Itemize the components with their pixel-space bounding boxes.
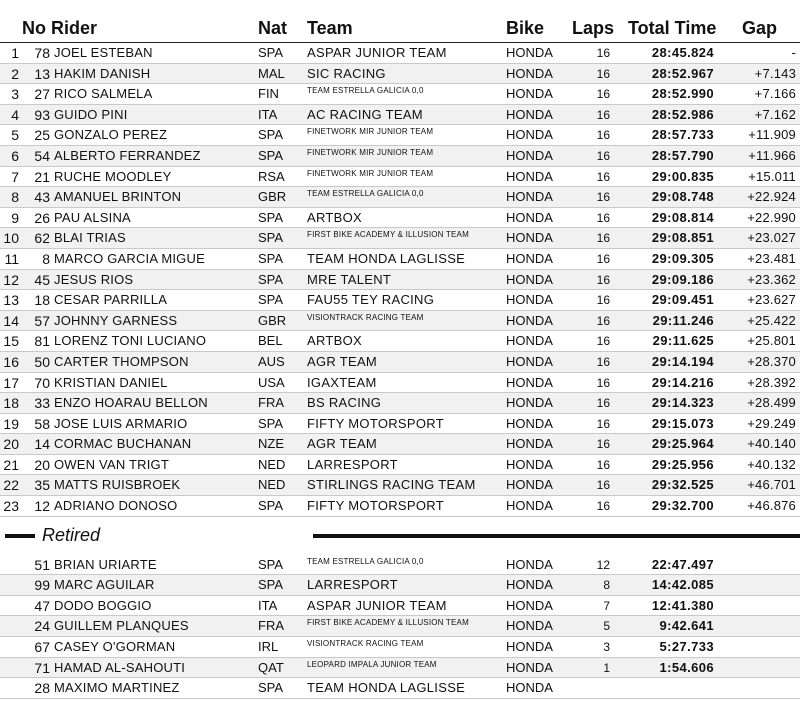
nationality: SPA (258, 209, 284, 225)
bike-make: HONDA (506, 556, 553, 572)
rider-name: AMANUEL BRINTON (54, 189, 182, 205)
total-time: 29:15.073 (651, 415, 714, 431)
result-row (0, 105, 800, 126)
rider-number: 35 (34, 477, 50, 494)
total-time: 29:25.956 (651, 456, 714, 472)
total-time: 29:14.194 (651, 353, 714, 369)
gap-value: +40.140 (747, 436, 796, 452)
rider-number: 54 (34, 147, 50, 164)
total-time: 29:09.305 (651, 250, 714, 266)
laps-count: 16 (596, 375, 610, 390)
team-name: FIRST BIKE ACADEMY & ILLUSION TEAM (307, 618, 469, 628)
rider-number: 99 (34, 577, 50, 594)
header-nat: Nat (258, 18, 288, 38)
result-row (0, 167, 800, 188)
rider-number: 24 (34, 618, 50, 635)
team-name: FINETWORK MIR JUNIOR TEAM (307, 168, 434, 178)
rider-number: 8 (42, 250, 50, 267)
laps-count: 16 (596, 354, 610, 369)
bike-make: HONDA (506, 456, 553, 472)
bike-make: HONDA (506, 127, 553, 143)
position: 4 (11, 106, 19, 123)
result-row (0, 475, 800, 496)
nationality: IRL (258, 639, 279, 655)
team-name: STIRLINGS RACING TEAM (307, 477, 476, 493)
rider-name: MATTS RUISBROEK (54, 477, 181, 493)
result-row (0, 658, 800, 679)
rider-number: 21 (34, 168, 50, 185)
team-name: ASPAR JUNIOR TEAM (307, 597, 447, 613)
gap-value: +15.011 (748, 168, 796, 184)
rider-name: RUCHE MOODLEY (54, 168, 172, 184)
header-no-rider: No Rider (22, 18, 98, 38)
rider-number: 70 (34, 374, 50, 391)
team-name: AC RACING TEAM (307, 106, 423, 122)
rider-name: JOEL ESTEBAN (54, 45, 153, 60)
rider-name: CASEY O'GORMAN (54, 639, 176, 655)
team-name: FINETWORK MIR JUNIOR TEAM (307, 147, 434, 157)
total-time: 22:47.497 (651, 556, 714, 572)
bike-make: HONDA (506, 312, 553, 328)
rider-number: 14 (34, 436, 50, 453)
bike-make: HONDA (506, 597, 553, 613)
bike-make: HONDA (506, 353, 553, 369)
total-time: 29:09.451 (651, 292, 714, 308)
bike-make: HONDA (506, 209, 553, 225)
laps-count: 1 (603, 660, 610, 675)
total-time: 29:08.748 (651, 189, 714, 205)
rider-number: 47 (34, 597, 50, 614)
nationality: SPA (258, 230, 284, 246)
result-row (0, 125, 800, 146)
bike-make: HONDA (506, 577, 553, 593)
position: 23 (3, 498, 19, 515)
position: 8 (11, 189, 19, 206)
rider-name: MAXIMO MARTINEZ (54, 680, 180, 696)
team-name: MRE TALENT (307, 271, 392, 287)
gap-value: +28.499 (747, 395, 796, 411)
position: 18 (3, 395, 19, 412)
rider-name: JOHNNY GARNESS (54, 312, 178, 328)
retired-bar-left (5, 534, 35, 538)
nationality: ITA (258, 106, 278, 122)
total-time: 29:25.964 (651, 436, 714, 452)
nationality: QAT (258, 659, 284, 675)
total-time: 29:08.814 (651, 209, 714, 225)
rider-number: 20 (34, 456, 50, 473)
rider-name: HAMAD AL-SAHOUTI (54, 659, 186, 675)
result-row (0, 43, 800, 64)
rider-name: RICO SALMELA (54, 86, 153, 102)
result-row (0, 64, 800, 85)
result-row (0, 187, 800, 208)
nationality: ITA (258, 597, 278, 613)
nationality: NED (258, 456, 286, 472)
gap-value: +23.481 (747, 250, 796, 266)
rider-name: JESUS RIOS (54, 271, 134, 287)
rider-name: ALBERTO FERRANDEZ (54, 147, 201, 163)
gap-value: +23.027 (747, 230, 796, 246)
team-name: ASPAR JUNIOR TEAM (307, 45, 447, 60)
result-row (0, 270, 800, 291)
result-row (0, 208, 800, 229)
rider-name: JOSE LUIS ARMARIO (54, 415, 188, 431)
total-time: 14:42.085 (651, 577, 714, 593)
laps-count: 8 (603, 578, 610, 593)
nationality: RSA (258, 168, 285, 184)
total-time: 29:14.216 (651, 374, 714, 390)
position: 17 (3, 374, 19, 391)
bike-make: HONDA (506, 147, 553, 163)
retired-bar-right (313, 534, 800, 538)
total-time: 1:54.606 (659, 659, 714, 675)
laps-count: 16 (596, 251, 610, 266)
rider-number: 58 (34, 415, 50, 432)
nationality: GBR (258, 312, 287, 328)
rider-name: LORENZ TONI LUCIANO (54, 333, 207, 349)
rider-number: 27 (34, 86, 50, 103)
total-time: 29:08.851 (651, 230, 714, 246)
position: 22 (3, 477, 19, 494)
laps-count: 16 (596, 169, 610, 184)
rider-name: ENZO HOARAU BELLON (54, 395, 208, 411)
rider-number: 43 (34, 189, 50, 206)
laps-count: 16 (596, 66, 610, 81)
gap-value: - (791, 45, 796, 60)
rider-number: 62 (34, 230, 50, 247)
rider-number: 93 (34, 106, 50, 123)
rider-name: BLAI TRIAS (54, 230, 126, 246)
retired-section (0, 555, 800, 699)
bike-make: HONDA (506, 639, 553, 655)
rider-number: 50 (34, 353, 50, 370)
laps-count: 16 (596, 46, 610, 60)
position: 3 (11, 86, 19, 103)
position: 10 (3, 230, 19, 247)
rider-number: 18 (34, 292, 50, 309)
gap-value: +11.966 (748, 147, 796, 163)
bike-make: HONDA (506, 86, 553, 102)
result-row (0, 290, 800, 311)
rider-name: ADRIANO DONOSO (54, 498, 178, 514)
rider-number: 12 (34, 498, 50, 515)
bike-make: HONDA (506, 498, 553, 514)
nationality: SPA (258, 577, 284, 593)
nationality: BEL (258, 333, 283, 349)
total-time: 29:32.700 (651, 498, 714, 514)
laps-count: 5 (603, 619, 610, 634)
laps-count: 16 (596, 190, 610, 205)
total-time: 9:42.641 (659, 618, 714, 634)
gap-value: +23.362 (747, 271, 796, 287)
gap-value: +22.924 (747, 189, 796, 205)
team-name: LEOPARD IMPALA JUNIOR TEAM (307, 659, 437, 669)
header-laps: Laps (572, 18, 615, 38)
laps-count: 16 (596, 128, 610, 143)
position: 19 (3, 415, 19, 432)
header-team: Team (307, 18, 353, 38)
team-name: BS RACING (307, 395, 382, 411)
rider-number: 67 (34, 639, 50, 656)
rider-name: DODO BOGGIO (54, 597, 152, 613)
position: 21 (3, 456, 19, 473)
nationality: FRA (258, 395, 284, 411)
result-row (0, 596, 800, 617)
team-name: AGR TEAM (307, 436, 378, 452)
result-row (0, 311, 800, 332)
position: 5 (11, 127, 19, 144)
rider-number: 28 (34, 680, 50, 697)
bike-make: HONDA (506, 292, 553, 308)
position: 20 (3, 436, 19, 453)
gap-value: +7.162 (754, 106, 796, 122)
laps-count: 16 (596, 396, 610, 411)
total-time: 29:14.323 (651, 395, 714, 411)
gap-value: +23.627 (747, 292, 796, 308)
bike-make: HONDA (506, 271, 553, 287)
rider-number: 78 (34, 45, 50, 61)
bike-make: HONDA (506, 374, 553, 390)
nationality: NED (258, 477, 286, 493)
laps-count: 16 (596, 478, 610, 493)
rider-number: 71 (34, 659, 50, 676)
laps-count: 16 (596, 148, 610, 163)
header-total-time: Total Time (628, 18, 717, 38)
result-row (0, 228, 800, 249)
gap-value: +28.370 (747, 353, 796, 369)
position: 16 (3, 353, 19, 370)
total-time: 28:52.967 (651, 65, 714, 81)
team-name: FAU55 TEY RACING (307, 292, 435, 308)
team-name: ARTBOX (307, 209, 363, 225)
result-row (0, 637, 800, 658)
position: 7 (11, 168, 19, 185)
team-name: LARRESPORT (307, 577, 398, 593)
bike-make: HONDA (506, 230, 553, 246)
total-time: 29:09.186 (651, 271, 714, 287)
laps-count: 16 (596, 313, 610, 328)
total-time: 29:32.525 (651, 477, 714, 493)
result-row (0, 414, 800, 435)
rider-name: CESAR PARRILLA (54, 292, 168, 308)
team-name: SIC RACING (307, 65, 386, 81)
gap-value: +22.990 (747, 209, 796, 225)
team-name: AGR TEAM (307, 353, 378, 369)
result-row (0, 496, 800, 517)
laps-count: 16 (596, 87, 610, 102)
laps-count: 16 (596, 334, 610, 349)
gap-value: +46.876 (747, 498, 796, 514)
total-time: 29:11.246 (652, 312, 714, 328)
team-name: FIFTY MOTORSPORT (307, 415, 444, 431)
team-name: TEAM ESTRELLA GALICIA 0,0 (307, 86, 424, 96)
laps-count: 16 (596, 457, 610, 472)
gap-value: +7.166 (754, 86, 796, 102)
gap-value: +25.422 (747, 312, 796, 328)
bike-make: HONDA (506, 250, 553, 266)
bike-make: HONDA (506, 415, 553, 431)
nationality: SPA (258, 45, 284, 60)
gap-value: +7.143 (754, 65, 796, 81)
result-row (0, 555, 800, 576)
bike-make: HONDA (506, 395, 553, 411)
bike-make: HONDA (506, 106, 553, 122)
laps-count: 3 (603, 640, 610, 655)
rider-number: 13 (34, 65, 50, 82)
nationality: SPA (258, 556, 284, 572)
rider-name: KRISTIAN DANIEL (54, 374, 168, 390)
rider-number: 57 (34, 312, 50, 329)
result-row (0, 678, 800, 699)
team-name: TEAM ESTRELLA GALICIA 0,0 (307, 189, 424, 199)
nationality: SPA (258, 127, 284, 143)
total-time: 29:11.625 (652, 333, 714, 349)
result-row (0, 434, 800, 455)
laps-count: 7 (603, 598, 610, 613)
results-table (0, 43, 800, 699)
rider-name: HAKIM DANISH (54, 65, 151, 81)
laps-count: 16 (596, 293, 610, 308)
classified-section (0, 43, 800, 517)
team-name: LARRESPORT (307, 456, 398, 472)
result-row (0, 84, 800, 105)
result-row (0, 575, 800, 596)
team-name: TEAM ESTRELLA GALICIA 0,0 (307, 556, 424, 566)
laps-count: 16 (596, 210, 610, 225)
total-time: 28:52.986 (651, 106, 714, 122)
header-gap: Gap (742, 18, 778, 38)
rider-name: MARCO GARCIA MIGUE (54, 250, 205, 266)
team-name: FIFTY MOTORSPORT (307, 498, 444, 514)
gap-value: +46.701 (747, 477, 796, 493)
nationality: NZE (258, 436, 284, 452)
position: 11 (4, 250, 19, 267)
nationality: FRA (258, 618, 284, 634)
bike-make: HONDA (506, 333, 553, 349)
result-row (0, 455, 800, 476)
bike-make: HONDA (506, 680, 553, 696)
nationality: SPA (258, 250, 284, 266)
bike-make: HONDA (506, 168, 553, 184)
rider-number: 26 (34, 209, 50, 226)
gap-value: +25.801 (747, 333, 796, 349)
nationality: SPA (258, 147, 284, 163)
bike-make: HONDA (506, 618, 553, 634)
rider-number: 25 (34, 127, 50, 144)
rider-name: GUILLEM PLANQUES (54, 618, 189, 634)
header-bike: Bike (506, 18, 545, 38)
nationality: SPA (258, 292, 284, 308)
nationality: SPA (258, 680, 284, 696)
rider-number: 33 (34, 395, 50, 412)
bike-make: HONDA (506, 45, 553, 60)
result-row (0, 616, 800, 637)
position: 15 (3, 333, 19, 350)
team-name: VISIONTRACK RACING TEAM (307, 639, 424, 649)
total-time: 5:27.733 (659, 639, 714, 655)
nationality: GBR (258, 189, 287, 205)
rider-name: GUIDO PINI (54, 106, 128, 122)
result-row (0, 249, 800, 270)
retired-label: Retired (42, 524, 101, 545)
position: 9 (11, 209, 19, 226)
gap-value: +29.249 (747, 415, 796, 431)
bike-make: HONDA (506, 436, 553, 452)
team-name: ARTBOX (307, 333, 363, 349)
nationality: FIN (258, 86, 279, 102)
laps-count: 16 (596, 499, 610, 514)
rider-number: 45 (34, 271, 50, 288)
rider-name: OWEN VAN TRIGT (54, 456, 169, 472)
rider-name: MARC AGUILAR (54, 577, 155, 593)
rider-name: BRIAN URIARTE (54, 556, 157, 572)
nationality: AUS (258, 353, 285, 369)
team-name: IGAXTEAM (307, 374, 377, 390)
rider-name: CORMAC BUCHANAN (54, 436, 192, 452)
position: 2 (11, 65, 19, 82)
position: 12 (3, 271, 19, 288)
result-row (0, 146, 800, 167)
retired-separator (0, 517, 800, 555)
position: 13 (3, 292, 19, 309)
gap-value: +11.909 (748, 127, 796, 143)
position: 6 (11, 147, 19, 164)
result-row (0, 331, 800, 352)
nationality: USA (258, 374, 285, 390)
nationality: SPA (258, 498, 284, 514)
position: 1 (11, 45, 19, 61)
result-row (0, 352, 800, 373)
team-name: VISIONTRACK RACING TEAM (307, 312, 424, 322)
rider-name: CARTER THOMPSON (54, 353, 189, 369)
team-name: FIRST BIKE ACADEMY & ILLUSION TEAM (307, 230, 469, 240)
gap-value: +40.132 (747, 456, 796, 472)
laps-count: 16 (596, 272, 610, 287)
laps-count: 12 (596, 557, 610, 572)
nationality: SPA (258, 271, 284, 287)
total-time: 29:00.835 (651, 168, 714, 184)
total-time: 28:52.990 (651, 86, 714, 102)
result-row (0, 373, 800, 394)
gap-value: +28.392 (747, 374, 796, 390)
total-time: 12:41.380 (651, 597, 714, 613)
team-name: FINETWORK MIR JUNIOR TEAM (307, 127, 434, 137)
result-row (0, 393, 800, 414)
total-time: 28:45.824 (651, 45, 714, 60)
laps-count: 16 (596, 107, 610, 122)
total-time: 28:57.733 (651, 127, 714, 143)
rider-name: PAU ALSINA (54, 209, 131, 225)
bike-make: HONDA (506, 65, 553, 81)
nationality: MAL (258, 65, 285, 81)
total-time: 28:57.790 (651, 147, 714, 163)
laps-count: 16 (596, 416, 610, 431)
nationality: SPA (258, 415, 284, 431)
team-name: TEAM HONDA LAGLISSE (307, 680, 466, 696)
rider-name: GONZALO PEREZ (54, 127, 168, 143)
position: 14 (3, 312, 19, 329)
laps-count: 16 (596, 437, 610, 452)
bike-make: HONDA (506, 659, 553, 675)
bike-make: HONDA (506, 477, 553, 493)
laps-count: 16 (596, 231, 610, 246)
team-name: TEAM HONDA LAGLISSE (307, 250, 466, 266)
bike-make: HONDA (506, 189, 553, 205)
rider-number: 81 (34, 333, 50, 350)
rider-number: 51 (34, 556, 50, 573)
